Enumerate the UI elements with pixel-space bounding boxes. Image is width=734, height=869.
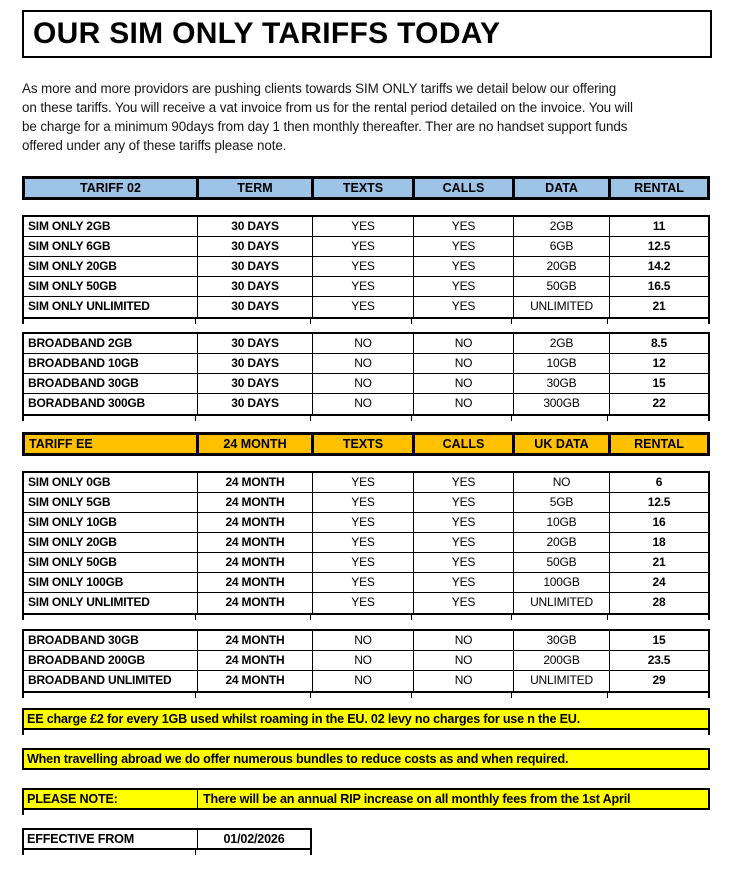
table-cell: 12.5: [647, 239, 671, 253]
table-cell: SIM ONLY 100GB: [24, 573, 198, 592]
table-row: [24, 533, 708, 553]
table-row: [24, 237, 708, 257]
table-cell: 30 DAYS: [198, 394, 313, 414]
table-cell: SIM ONLY 20GB: [24, 257, 198, 276]
border-stub: [22, 850, 196, 855]
header-cell: CALLS: [415, 435, 515, 453]
table-cell: YES: [414, 217, 514, 236]
border-stub: [196, 850, 312, 855]
page-title: OUR SIM ONLY TARIFFS TODAY: [33, 17, 501, 50]
table-cell: 30 DAYS: [198, 354, 313, 373]
table-cell: 20GB: [514, 257, 610, 276]
table-cell: YES: [313, 277, 414, 296]
border-stub: [196, 693, 311, 698]
table-cell: YES: [414, 277, 514, 296]
border-stub: [311, 319, 412, 324]
border-stubs: [22, 615, 710, 620]
border-stubs: [22, 416, 710, 421]
please-note-label: PLEASE NOTE:: [24, 790, 198, 808]
table-cell: 2GB: [514, 334, 610, 353]
header-cell: TARIFF 02: [25, 179, 199, 197]
table-cell: UNLIMITED: [514, 297, 610, 317]
border-stub: [196, 730, 311, 735]
table-cell: YES: [414, 573, 514, 592]
table-cell: NO: [414, 631, 514, 650]
table-row: [24, 573, 708, 593]
table-row: [24, 374, 708, 394]
table-cell: NO: [313, 374, 414, 393]
border-stub: [412, 693, 512, 698]
table-cell: UNLIMITED: [514, 593, 610, 613]
table-cell: 200GB: [514, 651, 610, 670]
page-title-box: [22, 10, 712, 58]
table-cell: NO: [313, 671, 414, 691]
border-stub: [512, 615, 608, 620]
intro-line: As more and more providors are pushing clients towards SIM ONLY tariffs we detail below our offering: [22, 81, 617, 96]
table-cell: 24 MONTH: [198, 553, 313, 572]
table-cell: YES: [313, 593, 414, 613]
table-cell: 30 DAYS: [198, 297, 313, 317]
table-cell: 16.5: [647, 279, 671, 293]
table-cell: 29: [652, 673, 666, 687]
border-stub: [196, 615, 311, 620]
table-cell: 24 MONTH: [198, 493, 313, 512]
table-cell: 50GB: [514, 553, 610, 572]
table-cell: NO: [414, 671, 514, 691]
table-cell: NO: [414, 651, 514, 670]
table-cell: 24 MONTH: [198, 513, 313, 532]
o2-broadband-table: [22, 332, 710, 416]
table-cell: 24 MONTH: [198, 631, 313, 650]
header-cell: TEXTS: [314, 435, 415, 453]
border-stubs: [22, 319, 710, 324]
table-cell: NO: [313, 394, 414, 414]
header-cell: CALLS: [415, 179, 515, 197]
table-cell: NO: [313, 631, 414, 650]
border-stub: [22, 615, 196, 620]
table-cell: 24 MONTH: [198, 671, 313, 691]
border-stub: [608, 319, 710, 324]
table-cell: YES: [414, 473, 514, 492]
border-stub: [512, 416, 608, 421]
ee-broadband-table: [22, 629, 710, 693]
table-cell: 300GB: [514, 394, 610, 414]
table-cell: 30 DAYS: [198, 277, 313, 296]
table-cell: 24: [652, 575, 666, 589]
border-stub: [412, 615, 512, 620]
ee-header-row: [22, 432, 710, 456]
please-note-text: There will be an annual RIP increase on all monthly fees from the 1st April: [203, 792, 631, 806]
table-row: [24, 593, 708, 613]
table-cell: 10GB: [514, 513, 610, 532]
intro-line: be charge for a minimum 90days from day 1 then monthly thereafter. Ther are no handset support funds: [22, 119, 628, 134]
table-cell: BROADBAND 2GB: [24, 334, 198, 353]
table-cell: NO: [414, 394, 514, 414]
table-cell: 6GB: [514, 237, 610, 256]
table-cell: SIM ONLY UNLIMITED: [24, 593, 198, 613]
table-cell: NO: [313, 354, 414, 373]
o2-header-row: [22, 176, 710, 200]
intro-line: on these tariffs. You will receive a vat invoice from us for the rental period detailed on the invoice. You will: [22, 100, 633, 115]
table-cell: YES: [313, 473, 414, 492]
table-cell: SIM ONLY UNLIMITED: [24, 297, 198, 317]
header-cell: DATA: [515, 179, 611, 197]
table-cell: YES: [313, 513, 414, 532]
border-stub: [311, 416, 412, 421]
table-cell: 30GB: [514, 374, 610, 393]
please-note-row: [22, 788, 710, 810]
effective-from-label: EFFECTIVE FROM: [24, 830, 198, 848]
border-stub: [22, 319, 196, 324]
table-cell: 23.5: [647, 653, 671, 667]
header-cell: TERM: [199, 179, 314, 197]
travel-note-text: When travelling abroad we do offer numerous bundles to reduce costs as and when required.: [27, 752, 569, 766]
table-cell: YES: [313, 493, 414, 512]
border-stub: [412, 319, 512, 324]
table-cell: 16: [652, 515, 666, 529]
table-cell: 18: [652, 535, 666, 549]
table-row: [24, 257, 708, 277]
table-cell: 24 MONTH: [198, 593, 313, 613]
table-cell: NO: [313, 651, 414, 670]
table-cell: 14.2: [647, 259, 671, 273]
table-row: [24, 334, 708, 354]
table-cell: SIM ONLY 50GB: [24, 277, 198, 296]
table-cell: YES: [414, 493, 514, 512]
border-stub: [608, 416, 710, 421]
table-cell: 8.5: [650, 336, 668, 350]
table-cell: UNLIMITED: [514, 671, 610, 691]
table-cell: YES: [313, 553, 414, 572]
table-cell: YES: [414, 533, 514, 552]
table-cell: 24 MONTH: [198, 473, 313, 492]
table-cell: 6: [655, 475, 663, 489]
table-cell: BORADBAND 300GB: [24, 394, 198, 414]
border-stub: [22, 416, 196, 421]
table-cell: 22: [652, 396, 666, 410]
table-cell: YES: [313, 257, 414, 276]
border-stub: [412, 416, 512, 421]
table-row: [24, 473, 708, 493]
effective-from-row: [22, 828, 312, 850]
header-cell: 24 MONTH: [199, 435, 314, 453]
table-cell: 12.5: [647, 495, 671, 509]
border-stub: [412, 730, 512, 735]
o2-sim-table: [22, 215, 710, 319]
table-cell: YES: [313, 237, 414, 256]
table-cell: YES: [414, 513, 514, 532]
table-cell: BROADBAND 200GB: [24, 651, 198, 670]
table-cell: 20GB: [514, 533, 610, 552]
border-stub: [512, 319, 608, 324]
table-cell: SIM ONLY 6GB: [24, 237, 198, 256]
header-cell: UK DATA: [515, 435, 611, 453]
table-cell: NO: [414, 354, 514, 373]
border-stub: [608, 693, 710, 698]
roaming-note: [22, 708, 710, 730]
table-cell: 30 DAYS: [198, 237, 313, 256]
header-cell: TARIFF EE: [25, 435, 199, 453]
table-cell: 28: [652, 595, 666, 609]
table-cell: YES: [414, 593, 514, 613]
border-stub: [608, 730, 710, 735]
table-cell: 30 DAYS: [198, 334, 313, 353]
border-stub: [311, 730, 412, 735]
table-cell: YES: [414, 553, 514, 572]
table-cell: 5GB: [514, 493, 610, 512]
table-row: [24, 631, 708, 651]
tariff-sheet: [22, 10, 712, 855]
roaming-note-text: EE charge £2 for every 1GB used whilst roaming in the EU. 02 levy no charges for use n the EU.: [27, 712, 580, 726]
header-cell: RENTAL: [611, 435, 707, 453]
table-cell: 30GB: [514, 631, 610, 650]
travel-note: [22, 748, 710, 770]
border-stub: [608, 615, 710, 620]
table-cell: YES: [313, 573, 414, 592]
table-row: [24, 217, 708, 237]
header-cell: RENTAL: [611, 179, 707, 197]
table-cell: 24 MONTH: [198, 573, 313, 592]
table-cell: YES: [414, 237, 514, 256]
border-stub: [311, 693, 412, 698]
table-cell: NO: [414, 374, 514, 393]
table-cell: 12: [652, 356, 666, 370]
table-cell: 10GB: [514, 354, 610, 373]
table-cell: 21: [652, 299, 666, 313]
table-cell: 50GB: [514, 277, 610, 296]
table-cell: YES: [313, 533, 414, 552]
table-cell: SIM ONLY 50GB: [24, 553, 198, 572]
table-row: [24, 553, 708, 573]
effective-from-date: 01/02/2026: [223, 832, 285, 846]
table-cell: 11: [652, 219, 666, 233]
table-row: [24, 354, 708, 374]
border-stub-left: [22, 810, 24, 815]
header-cell: TEXTS: [314, 179, 415, 197]
table-cell: 24 MONTH: [198, 533, 313, 552]
table-cell: YES: [313, 297, 414, 317]
border-stubs: [22, 693, 710, 698]
border-stub: [311, 615, 412, 620]
table-cell: SIM ONLY 2GB: [24, 217, 198, 236]
border-stub: [22, 730, 196, 735]
border-stub: [196, 319, 311, 324]
table-cell: 100GB: [514, 573, 610, 592]
table-row: [24, 277, 708, 297]
table-row: [24, 297, 708, 317]
border-stubs: [22, 850, 312, 855]
table-cell: BROADBAND 30GB: [24, 374, 198, 393]
table-cell: SIM ONLY 20GB: [24, 533, 198, 552]
table-cell: NO: [313, 334, 414, 353]
border-stub: [512, 693, 608, 698]
table-cell: 24 MONTH: [198, 651, 313, 670]
intro-line: offered under any of these tariffs please note.: [22, 138, 287, 153]
table-cell: BROADBAND 10GB: [24, 354, 198, 373]
intro-paragraph: [22, 79, 712, 155]
table-row: [24, 394, 708, 414]
table-cell: 30 DAYS: [198, 217, 313, 236]
table-cell: YES: [414, 297, 514, 317]
table-cell: 15: [652, 633, 666, 647]
table-cell: YES: [313, 217, 414, 236]
table-cell: SIM ONLY 0GB: [24, 473, 198, 492]
table-cell: NO: [414, 334, 514, 353]
table-row: [24, 493, 708, 513]
border-stubs: [22, 730, 710, 735]
border-stub: [512, 730, 608, 735]
table-cell: 30 DAYS: [198, 374, 313, 393]
table-cell: 2GB: [514, 217, 610, 236]
table-cell: SIM ONLY 5GB: [24, 493, 198, 512]
table-row: [24, 671, 708, 691]
table-cell: SIM ONLY 10GB: [24, 513, 198, 532]
table-cell: BROADBAND UNLIMITED: [24, 671, 198, 691]
border-stub: [196, 416, 311, 421]
table-cell: 21: [652, 555, 666, 569]
table-cell: YES: [414, 257, 514, 276]
ee-sim-table: [22, 471, 710, 615]
table-cell: 30 DAYS: [198, 257, 313, 276]
table-row: [24, 513, 708, 533]
table-cell: BROADBAND 30GB: [24, 631, 198, 650]
table-cell: NO: [514, 473, 610, 492]
border-stub: [22, 693, 196, 698]
table-row: [24, 651, 708, 671]
table-cell: 15: [652, 376, 666, 390]
